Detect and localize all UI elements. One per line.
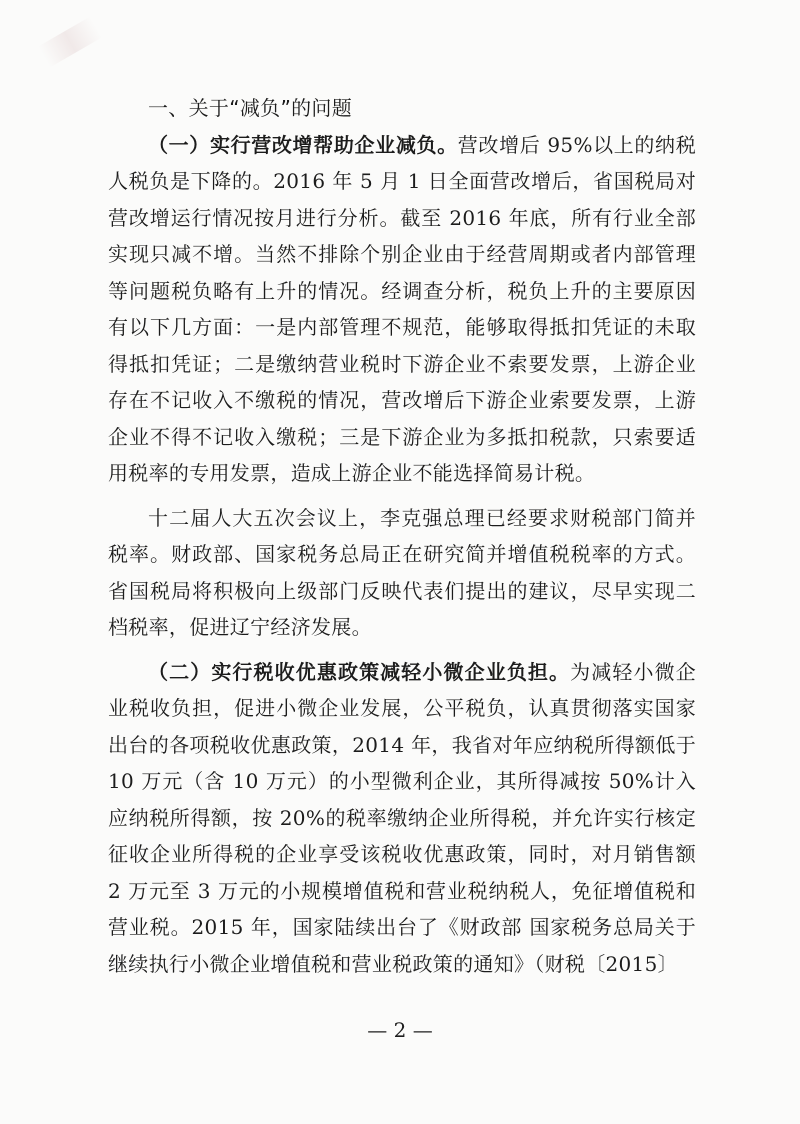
page-number: — 2 —	[367, 1018, 433, 1042]
paragraph-lead: （一）实行营改增帮助企业减负。	[148, 132, 458, 157]
paragraph-text: 十二届人大五次会议上，李克强总理已经要求财税部门简并税率。财政部、国家税务总局正在研究简并增值税税率的方式。省国税局将积极向上级部门反映代表们提出的建议，尽早实现二档税率，促进辽宁经济发展。	[108, 505, 696, 639]
paragraph-lead: （二）实行税收优惠政策减轻小微企业负担。	[148, 659, 571, 684]
paragraph-tax-rate	[108, 500, 696, 646]
paragraph-text: 营改增后 95%以上的纳税人税负是下降的。2016 年 5 月 1 日全面营改增后，省国税局对营改增运行情况按月进行分析。截至 2016 年底，所有行业全部实现只减不增。当然不排除个别企业由于经营周期或者内部管理等问题税负略有上升的情况。经调查分析，税负上升的主要原因有以下几方面：一是内部管理不规范，能够取得抵扣凭证的未取得抵扣凭证；二是缴纳营业税时下游企业不索要发票，上游企业存在不记收入不缴税的情况，营改增后下游企业索要发票，上游企业不得不记收入缴税；三是下游企业为多抵扣税款，只索要适用税率的专用发票，造成上游企业不能选择简易计税。	[108, 132, 697, 485]
document-body	[108, 90, 696, 982]
section-heading: 一、关于“减负”的问题	[148, 96, 353, 120]
scan-artifact	[38, 17, 102, 68]
paragraph-small-business	[108, 654, 696, 983]
paragraph-reform-burden	[108, 127, 696, 492]
paragraph-text: 为减轻小微企业税收负担，促进小微企业发展，公平税负，认真贯彻落实国家出台的各项税收优惠政策，2014 年，我省对年应纳税所得额低于 10 万元（含 10 万元）的小型微利企业，其所得减按 50%计入应纳税所得额，按 20%的税率缴纳企业所得税，并允许实行核定征收企业所得税的企业享受该税收优惠政策，同时，对月销售额 2 万元至 3 万元的小规模增值税和营业税纳税人，免征增值税和营业税。2015 年，国家陆续出台了《财政部 国家税务总局关于继续执行小微企业增值税和营业税政策的通知》（财税〔2015〕	[108, 659, 696, 976]
